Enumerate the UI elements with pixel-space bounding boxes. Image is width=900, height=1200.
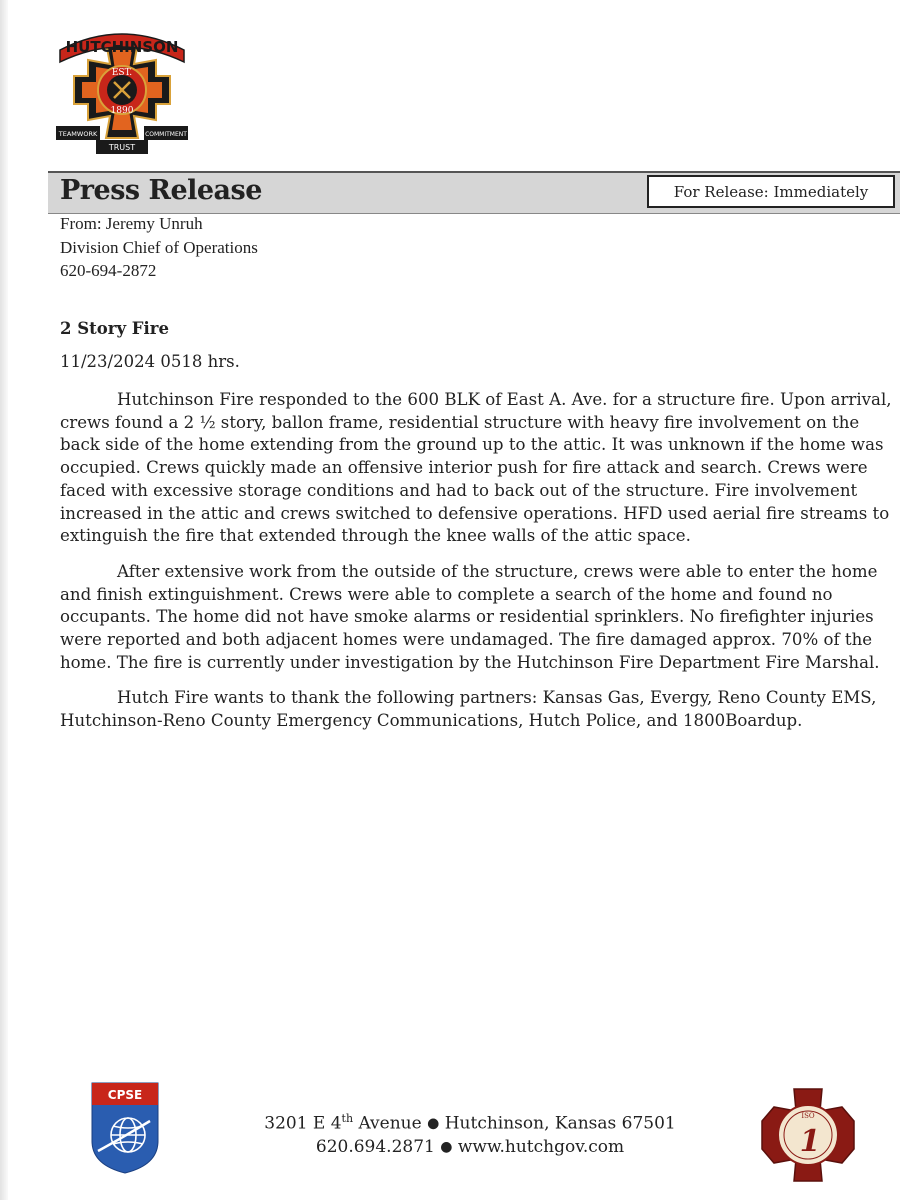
logo-year: 1890 <box>110 106 134 116</box>
footer-address-line: 3201 E 4th Avenue ● Hutchinson, Kansas 67501 <box>264 1112 676 1134</box>
logo-est: EST. <box>111 68 133 78</box>
hutchinson-fire-logo <box>52 20 192 160</box>
page-title: Press Release <box>60 175 262 206</box>
footer-website[interactable]: www.hutchgov.com <box>452 1136 625 1157</box>
body-paragraph: Hutchinson Fire responded to the 600 BLK of East A. Ave. for a structure fire. Upon arrival, crews found a 2 ½ story, ballon frame, residential structure with heavy fire involvement on the back side of the home extending from the ground up to the attic. It was unknown if the home was occupied. Crews quickly made an offensive interior push for fire attack and search. Crews were faced with excessive storage conditions and had to back out of the structure. Fire involvement increased in the attic and crews switched to defensive operations. HFD used aerial fire streams to extinguish the fire that extended through the knee walls of the attic space. <box>60 390 892 546</box>
from-phone: 620-694-2872 <box>60 261 157 280</box>
footer-contact-line: 620.694.2871 ● www.hutchgov.com <box>315 1136 625 1157</box>
release-status-box: For Release: Immediately <box>647 175 895 208</box>
cpse-label: CPSE <box>107 1088 143 1102</box>
from-block <box>60 212 258 283</box>
logo-bottom-banner: TRUST <box>108 143 136 152</box>
iso-label: ISO <box>801 1112 815 1120</box>
logo-right-banner: COMMITMENT <box>145 131 187 138</box>
iso-number: 1 <box>799 1124 821 1159</box>
release-body <box>60 389 900 746</box>
body-paragraph: After extensive work from the outside of the structure, crews were able to enter the home and finish extinguishment. Crews were able to complete a search of the home and found no occupants. The home did not have smoke alarms or residential sprinklers. No firefighter injuries were reported and both adjacent homes were undamaged. The fire damaged approx. 70% of the home. The fire is currently under investigation by the Hutchinson Fire Department Fire Marshal. <box>60 561 880 672</box>
maltese-cross-icon <box>74 42 170 138</box>
logo-top-text: HUTCHINSON <box>65 38 179 56</box>
bullet-icon: ● <box>427 1115 440 1132</box>
footer-address <box>230 1107 710 1159</box>
from-name: From: Jeremy Unruh <box>60 214 203 233</box>
bullet-icon: ● <box>440 1138 453 1155</box>
release-subject: 2 Story Fire <box>60 319 169 338</box>
body-paragraph: Hutch Fire wants to thank the following partners: Kansas Gas, Evergy, Reno County EMS, Hutchinson-Reno County Emergency Communications, Hutch Police, and 1800Boardup. <box>60 688 877 731</box>
page-edge <box>0 0 8 1200</box>
iso-badge <box>758 1085 858 1185</box>
cpse-logo <box>90 1081 160 1175</box>
logo-left-banner: TEAMWORK <box>58 130 98 138</box>
from-title: Division Chief of Operations <box>60 237 258 257</box>
release-date: 11/23/2024 0518 hrs. <box>60 352 240 371</box>
